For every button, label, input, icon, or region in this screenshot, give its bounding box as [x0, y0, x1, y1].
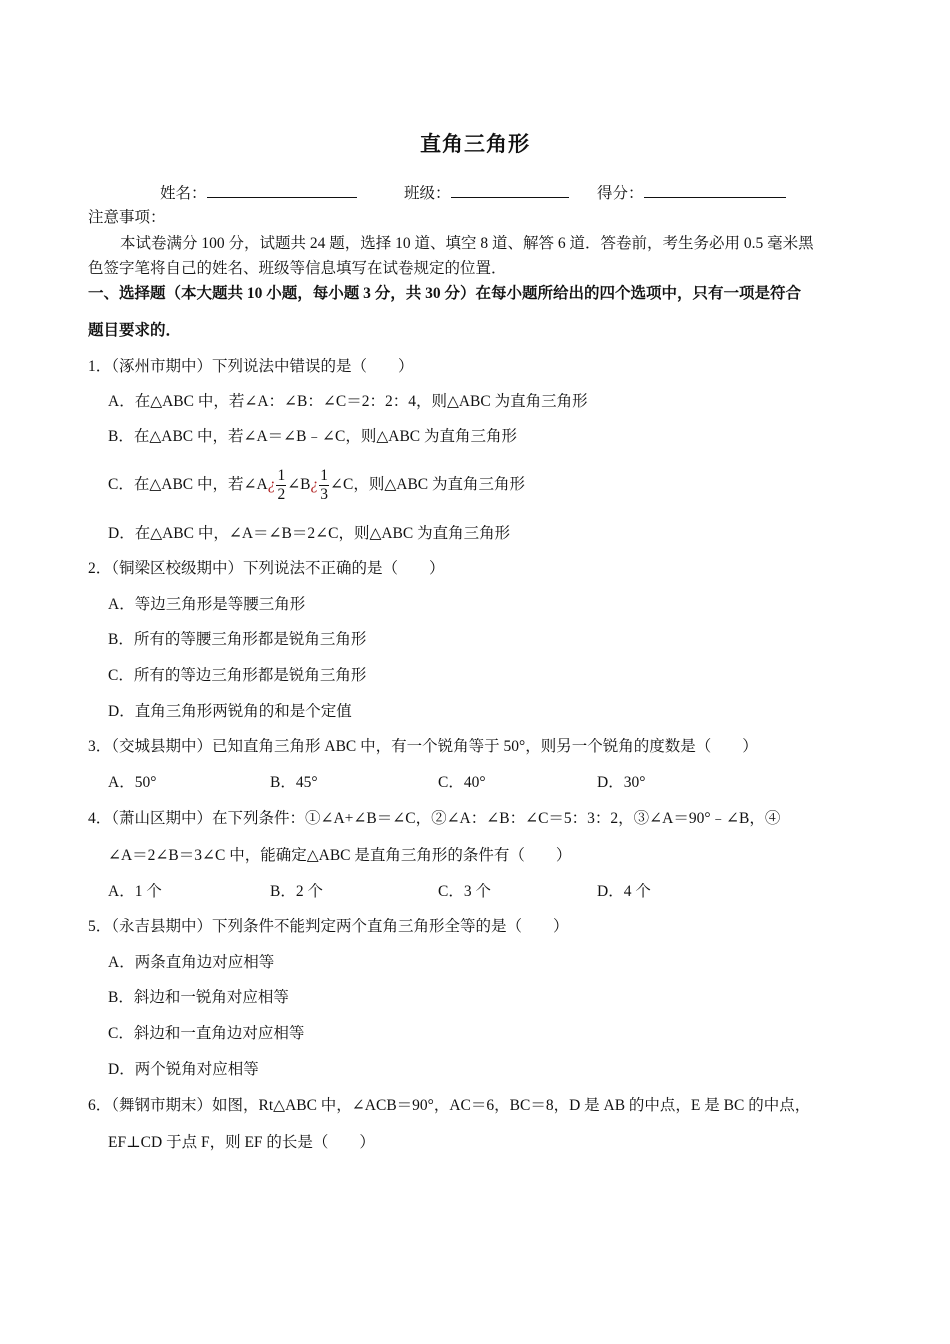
- question-1-option-d: D．在△ABC 中，∠A＝∠B＝2∠C，则△ABC 为直角三角形: [108, 525, 511, 542]
- fraction-1-denominator: 2: [277, 485, 286, 503]
- class-blank: [451, 183, 569, 198]
- question-3-option-c: C．40°: [438, 774, 486, 791]
- question-1-option-a: A．在△ABC 中，若∠A：∠B：∠C＝2：2：4，则△ABC 为直角三角形: [108, 393, 588, 410]
- question-6-stem-continued: EF⊥CD 于点 F，则 EF 的长是（ ）: [108, 1134, 375, 1151]
- question-3-option-a: A．50°: [108, 774, 157, 791]
- option-c-mark-1: ¿: [267, 476, 276, 493]
- question-1-option-b: B．在△ABC 中，若∠A＝∠B﹣∠C，则△ABC 为直角三角形: [108, 428, 518, 445]
- name-field: [160, 183, 357, 204]
- question-5-stem: 5．（永吉县期中）下列条件不能判定两个直角三角形全等的是（ ）: [88, 918, 569, 935]
- question-1-stem: 1．（涿州市期中）下列说法中错误的是（ ）: [88, 358, 414, 375]
- question-4-option-a: A．1 个: [108, 883, 162, 900]
- option-c-suffix: ∠C，则△ABC 为直角三角形: [330, 476, 526, 493]
- notice-heading: 注意事项：: [88, 209, 166, 226]
- option-c-mark-2: ¿: [310, 476, 319, 493]
- option-c-middle: ∠B: [287, 476, 311, 493]
- fraction-2-denominator: 3: [320, 485, 329, 503]
- question-6-stem: 6．（舞钢市期末）如图，Rt△ABC 中，∠ACB＝90°，AC＝6，BC＝8，D 是 AB 的中点，E 是 BC 的中点，: [88, 1097, 811, 1114]
- question-5-option-c: C．斜边和一直角边对应相等: [108, 1025, 305, 1042]
- score-label: 得分：: [597, 185, 644, 202]
- fraction-2-numerator: 1: [320, 466, 329, 484]
- question-4-option-d: D．4 个: [597, 883, 651, 900]
- question-4-stem-continued: ∠A＝2∠B＝3∠C 中，能确定△ABC 是直角三角形的条件有（ ）: [108, 847, 572, 864]
- section-heading-line-1: 一、选择题（本大题共 10 小题，每小题 3 分，共 30 分）在每小题所给出的四个选项中，只有一项是符合: [88, 285, 802, 302]
- name-blank: [207, 183, 357, 198]
- question-2-option-d: D．直角三角形两锐角的和是个定值: [108, 703, 352, 720]
- score-field: [597, 183, 786, 204]
- fraction-1-numerator: 1: [277, 466, 286, 484]
- option-c-prefix: C．在△ABC 中，若∠A: [108, 476, 268, 493]
- fraction-one-third: [319, 467, 329, 504]
- question-5-option-b: B．斜边和一锐角对应相等: [108, 989, 289, 1006]
- question-2-option-b: B．所有的等腰三角形都是锐角三角形: [108, 631, 367, 648]
- question-2-option-c: C．所有的等边三角形都是锐角三角形: [108, 667, 367, 684]
- question-5-option-d: D．两个锐角对应相等: [108, 1061, 259, 1078]
- question-1-option-c: [108, 458, 525, 512]
- question-3-option-b: B．45°: [270, 774, 318, 791]
- notice-line-2: 色签字笔将自己的姓名、班级等信息填写在试卷规定的位置．: [88, 260, 507, 277]
- question-5-option-a: A．两条直角边对应相等: [108, 954, 275, 971]
- question-4-option-c: C．3 个: [438, 883, 491, 900]
- class-label: 班级：: [404, 185, 451, 202]
- page-title: 直角三角形: [420, 132, 530, 156]
- name-label: 姓名：: [160, 185, 207, 202]
- notice-line-1: 本试卷满分 100 分，试题共 24 题，选择 10 道、填空 8 道、解答 6 道．答卷前，考生务必用 0.5 毫米黑: [120, 235, 814, 252]
- question-4-option-b: B．2 个: [270, 883, 323, 900]
- fraction-one-half: [276, 467, 286, 504]
- question-2-stem: 2．（铜梁区校级期中）下列说法不正确的是（ ）: [88, 560, 445, 577]
- question-3-stem: 3．（交城县期中）已知直角三角形 ABC 中，有一个锐角等于 50°，则另一个锐角的度数是（ ）: [88, 738, 758, 755]
- question-2-option-a: A．等边三角形是等腰三角形: [108, 596, 306, 613]
- question-4-stem: 4．（萧山区期中）在下列条件：①∠A+∠B＝∠C，②∠A：∠B：∠C＝5：3：2，③∠A＝90°﹣∠B，④: [88, 810, 781, 827]
- class-field: [404, 183, 569, 204]
- question-3-option-d: D．30°: [597, 774, 646, 791]
- score-blank: [644, 183, 786, 198]
- section-heading-line-2: 题目要求的．: [88, 322, 182, 339]
